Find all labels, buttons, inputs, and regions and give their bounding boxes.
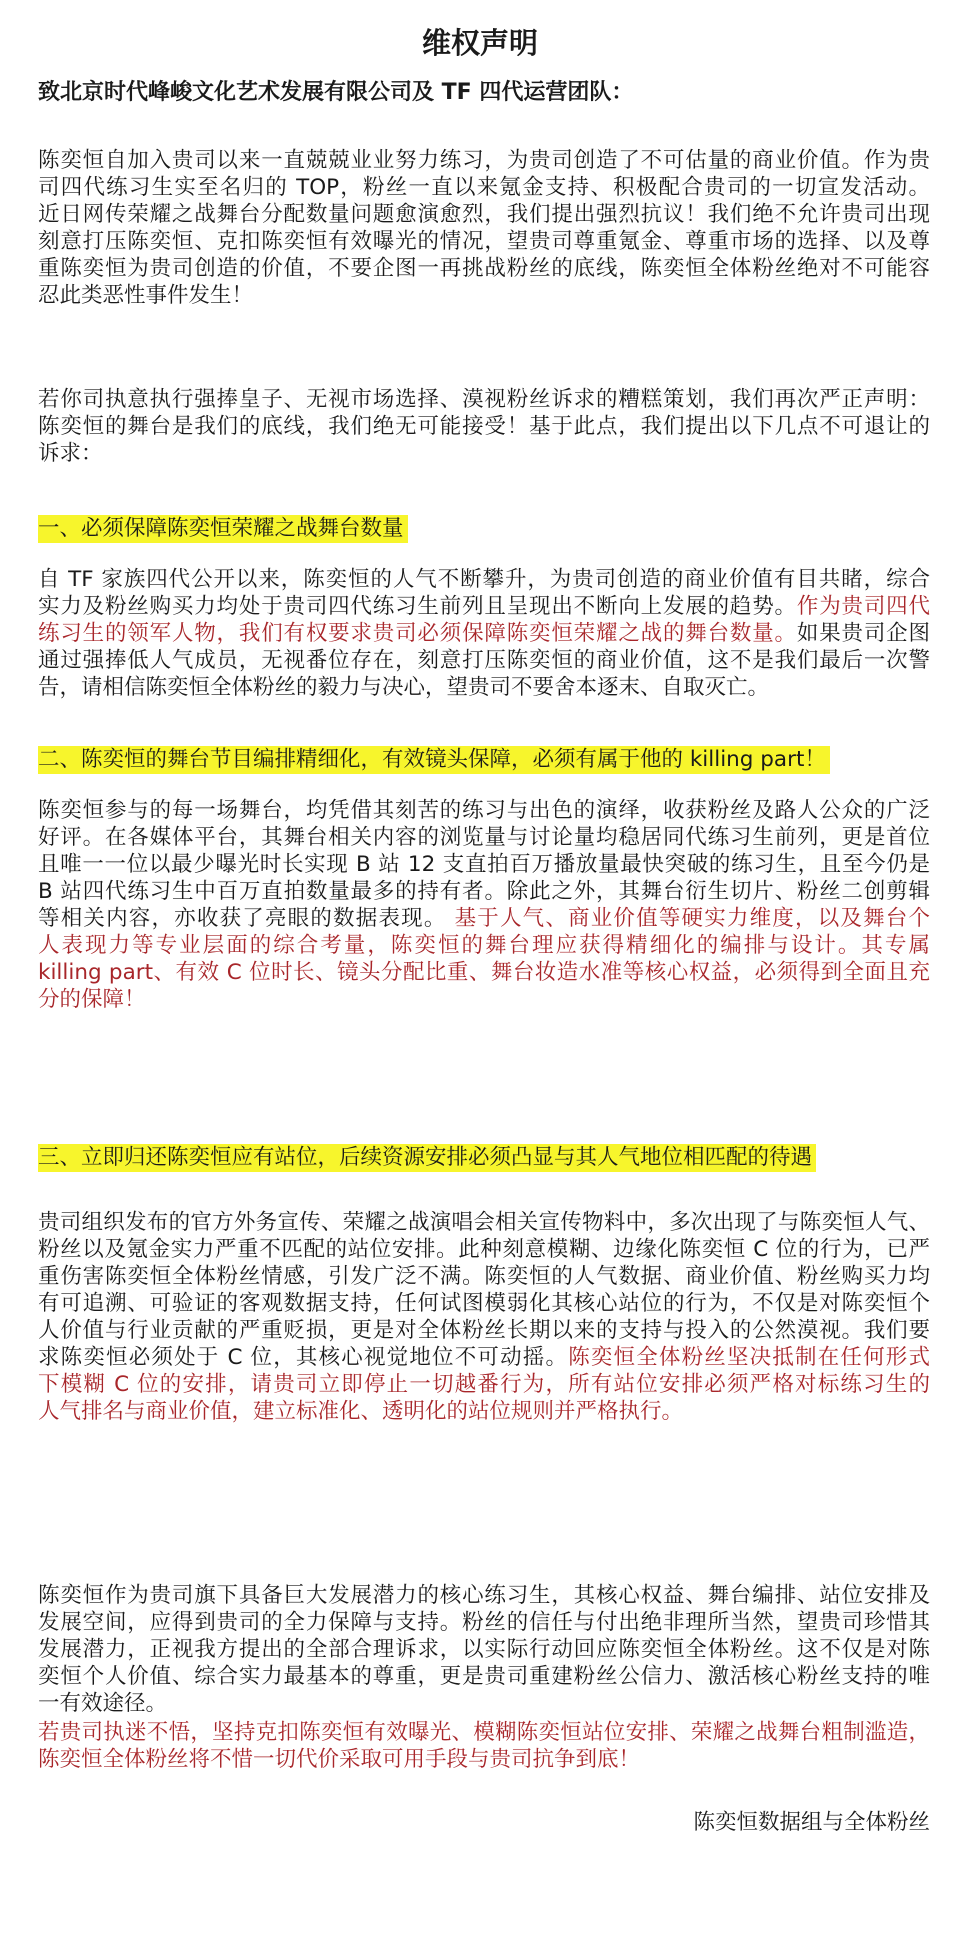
- text-line: [38, 1236, 930, 1263]
- text-line: [38, 1746, 930, 1773]
- text-line: [38, 1636, 930, 1663]
- body-text: 告，请相信陈奕恒全体粉丝的毅力与决心，望贵司不要舍本逐末、自取灭亡。: [38, 675, 770, 700]
- text-line: [38, 824, 930, 851]
- text-line: [38, 282, 930, 309]
- body-text: 贵司组织发布的官方外务宣传、荣耀之战演唱会相关宣传物料中，多次出现了与陈奕恒人气、: [38, 1210, 930, 1235]
- text-line: [38, 1290, 930, 1317]
- body-text: 通过强捧低人气成员，无视番位存在，刻意打压陈奕恒的商业价值，这不是我们最后一次警: [38, 648, 930, 673]
- body-text: 陈奕恒自加入贵司以来一直兢兢业业努力练习，为贵司创造了不可估量的商业价值。作为贵: [38, 148, 930, 173]
- text-line: [38, 1344, 930, 1371]
- body-text: 陈奕恒作为贵司旗下具备巨大发展潜力的核心练习生，其核心权益、舞台编排、站位安排及: [38, 1583, 930, 1608]
- emphasized-text: 人表现力等专业层面的综合考量，陈奕恒的舞台理应获得精细化的编排与设计。其专属: [38, 933, 930, 958]
- text-line: [38, 878, 930, 905]
- text-line: [38, 1663, 930, 1690]
- body-text: 忍此类恶性事件发生！: [38, 283, 254, 308]
- body-text: 奕恒个人价值、综合实力最基本的尊重，更是贵司重建粉丝公信力、激活核心粉丝支持的唯: [38, 1664, 930, 1689]
- text-line: [38, 620, 930, 647]
- emphasized-text: 下模糊 C 位的安排，请贵司立即停止一切越番行为，所有站位安排必须严格对标练习生的: [38, 1372, 930, 1397]
- emphasized-text: killing part、有效 C 位时长、镜头分配比重、舞台妆造水准等核心权益，必须得到全面且充: [38, 960, 930, 985]
- text-line: [38, 386, 930, 413]
- text-line: [38, 413, 930, 440]
- text-line: [38, 959, 930, 986]
- signature: 陈奕恒数据组与全体粉丝: [693, 1810, 930, 1835]
- body-text: 人价值与行业贡献的严重贬损，更是对全体粉丝长期以来的支持与投入的公然漠视。我们要: [38, 1318, 930, 1343]
- body-text: 发展潜力，正视我方提出的全部合理诉求，以实际行动回应陈奕恒全体粉丝。这不仅是对陈: [38, 1637, 930, 1662]
- text-line: [38, 1209, 930, 1236]
- text-line: [38, 647, 930, 674]
- text-line: [38, 1317, 930, 1344]
- demand-heading-3: 三、立即归还陈奕恒应有站位，后续资源安排必须凸显与其人气地位相匹配的待遇: [38, 1144, 816, 1172]
- body-text: 好评。在各媒体平台，其舞台相关内容的浏览量与讨论量均稳居同代练习生前列，更是首位: [38, 825, 930, 850]
- text-line: [38, 986, 930, 1013]
- body-text: 陈奕恒参与的每一场舞台，均凭借其刻苦的练习与出色的演绎，收获粉丝及路人公众的广泛: [38, 798, 930, 823]
- text-line: [38, 1582, 930, 1609]
- emphasized-text: 陈奕恒全体粉丝坚决抵制在任何形式: [568, 1345, 930, 1370]
- body-text: 诉求：: [38, 441, 103, 466]
- body-text: 且唯一一位以最少曝光时长实现 B 站 12 支直拍百万播放量最快突破的练习生，且至今仍是: [38, 852, 930, 877]
- body-text: 重伤害陈奕恒全体粉丝情感，引发广泛不满。陈奕恒的人气数据、商业价值、粉丝购买力均: [38, 1264, 930, 1289]
- salutation: 致北京时代峰峻文化艺术发展有限公司及 TF 四代运营团队：: [38, 80, 634, 105]
- text-line: [38, 797, 930, 824]
- paragraph-demand-1: [38, 566, 930, 701]
- body-text: 陈奕恒的舞台是我们的底线，我们绝无可能接受！基于此点，我们提出以下几点不可退让的: [38, 414, 930, 439]
- body-text: B 站四代练习生中百万直拍数量最多的持有者。除此之外，其舞台衍生切片、粉丝二创剪辑: [38, 879, 930, 904]
- body-text: 有可追溯、可验证的客观数据支持，任何试图模弱化其核心站位的行为，不仅是对陈奕恒个: [38, 1291, 930, 1316]
- text-line: [38, 1263, 930, 1290]
- body-text: 若你司执意执行强捧皇子、无视市场选择、漠视粉丝诉求的糟糕策划，我们再次严正声明：: [38, 387, 930, 412]
- text-line: [38, 174, 930, 201]
- body-text: 自 TF 家族四代公开以来，陈奕恒的人气不断攀升，为贵司创造的商业价值有目共睹，综合: [38, 567, 930, 592]
- paragraph-demand-2: [38, 797, 930, 1013]
- text-line: [38, 1690, 930, 1717]
- body-text: 刻意打压陈奕恒、克扣陈奕恒有效曝光的情况，望贵司尊重氪金、尊重市场的选择、以及尊: [38, 229, 930, 254]
- text-line: [38, 1719, 930, 1746]
- body-text: 如果贵司企图: [796, 621, 930, 646]
- text-line: [38, 255, 930, 282]
- text-line: [38, 905, 930, 932]
- body-text: 等相关内容，亦收获了亮眼的数据表现。: [38, 906, 455, 931]
- body-text: 重陈奕恒为贵司创造的价值，不要企图一再挑战粉丝的底线，陈奕恒全体粉丝绝对不可能容: [38, 256, 930, 281]
- text-line: [38, 1609, 930, 1636]
- emphasized-text: 分的保障！: [38, 987, 146, 1012]
- text-line: [38, 440, 930, 467]
- body-text: 一有效途径。: [38, 1691, 168, 1716]
- body-text: 粉丝以及氪金实力严重不匹配的站位安排。此种刻意模糊、边缘化陈奕恒 C 位的行为，已严: [38, 1237, 930, 1262]
- text-line: [38, 593, 930, 620]
- text-line: [38, 1371, 930, 1398]
- text-line: [38, 674, 930, 701]
- emphasized-text: 练习生的领军人物，我们有权要求贵司必须保障陈奕恒荣耀之战的舞台数量。: [38, 621, 797, 646]
- text-line: [38, 228, 930, 255]
- paragraph-declaration: [38, 386, 930, 467]
- emphasized-text: 若贵司执迷不悟，坚持克扣陈奕恒有效曝光、模糊陈奕恒站位安排、荣耀之战舞台粗制滥造，: [38, 1720, 930, 1745]
- text-line: [38, 1398, 930, 1425]
- paragraph-demand-3: [38, 1209, 930, 1425]
- paragraph-closing: [38, 1582, 930, 1717]
- text-line: [38, 147, 930, 174]
- emphasized-text: 作为贵司四代: [796, 594, 930, 619]
- text-line: [38, 932, 930, 959]
- paragraph-intro: [38, 147, 930, 309]
- body-text: 近日网传荣耀之战舞台分配数量问题愈演愈烈，我们提出强烈抗议！我们绝不允许贵司出现: [38, 202, 930, 227]
- demand-heading-1: 一、必须保障陈奕恒荣耀之战舞台数量: [38, 515, 408, 543]
- body-text: 实力及粉丝购买力均处于贵司四代练习生前列且呈现出不断向上发展的趋势。: [38, 594, 797, 619]
- text-line: [38, 201, 930, 228]
- body-text: 发展空间，应得到贵司的全力保障与支持。粉丝的信任与付出绝非理所当然，望贵司珍惜其: [38, 1610, 930, 1635]
- emphasized-text: 陈奕恒全体粉丝将不惜一切代价采取可用手段与贵司抗争到底！: [38, 1747, 641, 1772]
- body-text: 求陈奕恒必须处于 C 位，其核心视觉地位不可动摇。: [38, 1345, 569, 1370]
- emphasized-text: 人气排名与商业价值，建立标准化、透明化的站位规则并严格执行。: [38, 1399, 684, 1424]
- text-line: [38, 566, 930, 593]
- emphasized-text: 基于人气、商业价值等硬实力维度，以及舞台个: [454, 906, 930, 931]
- body-text: 司四代练习生实至名归的 TOP，粉丝一直以来氪金支持、积极配合贵司的一切宣发活动。: [38, 175, 930, 200]
- paragraph-warning: [38, 1719, 930, 1773]
- demand-heading-2: 二、陈奕恒的舞台节目编排精细化，有效镜头保障，必须有属于他的 killing part！: [38, 746, 830, 774]
- text-line: [38, 851, 930, 878]
- statement-title: 维权声明: [421, 26, 538, 60]
